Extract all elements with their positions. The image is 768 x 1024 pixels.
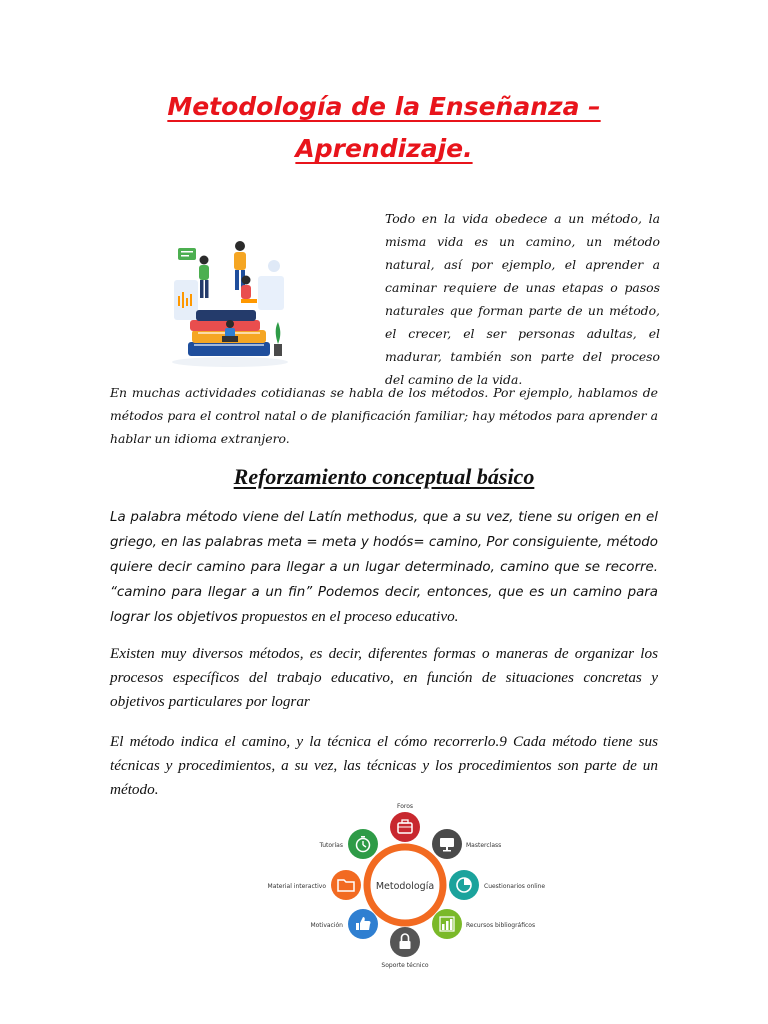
masterclass-label: Masterclass: [466, 842, 502, 849]
document-title: [0, 86, 768, 170]
material-label: Material interactivo: [267, 883, 326, 890]
intro-paragraph: Todo en la vida obedece a un método, la misma vida es un camino, un método natural, así por ejemplo, el aprender a caminar requiere de unas etapas o pasos naturales que forman parte de un método, el crecer, el ser personas adultas, el madurar, también son parte del proceso del camino de la vida.: [385, 211, 660, 387]
title-line-2: Aprendizaje.: [295, 134, 473, 163]
section-heading: Reforzamiento conceptual básico: [233, 464, 535, 489]
material-node: [331, 870, 361, 900]
methodology-diagram: [250, 796, 570, 974]
diagram-center-label: Metodología: [375, 881, 435, 892]
method-technique-paragraph: El método indica el camino, y la técnica el cómo recorrerlo.9 Cada método tiene sus técnicas y procedimientos, a su vez, las técnicas y los procedimientos son parte de un método.: [110, 733, 658, 798]
method-origin-text: La palabra método viene del Latín methodus, que a su vez, tiene su origen en el griego, en las palabras meta = meta y hodós= camino, Por consiguiente, método quiere decir camino para llegar a un lugar determinado, camino que se recorre. “camino para llegar a un fin” Podemos decir, entonces, que es un camino para lograr los objetivos: [110, 510, 659, 625]
method-origin-paragraph: [110, 505, 658, 630]
foros-label: Foros: [396, 803, 414, 810]
methods-diversity-paragraph: Existen muy diversos métodos, es decir, diferentes formas o maneras de organizar los procesos específicos del trabajo educativo, en función de situaciones concretas y objetivos particulares por lograr: [110, 645, 658, 710]
recursos-label: Recursos bibliográficos: [466, 922, 536, 929]
method-origin-text-end: propuestos en el proceso educativo.: [237, 608, 459, 625]
soporte-label: Soporte técnico: [381, 962, 429, 969]
title-line-1: Metodología de la Enseñanza –: [167, 92, 601, 121]
learning-illustration: [170, 236, 290, 368]
cuestionarios-label: Cuestionarios online: [484, 883, 546, 890]
motivacion-label: Motivación: [310, 922, 343, 929]
tutorias-label: Tutorías: [319, 842, 343, 849]
activities-paragraph: En muchas actividades cotidianas se habla de los métodos. Por ejemplo, hablamos de métodos para el control natal o de planificación familiar; hay métodos para aprender a hablar un idioma extranjero.: [110, 385, 658, 446]
